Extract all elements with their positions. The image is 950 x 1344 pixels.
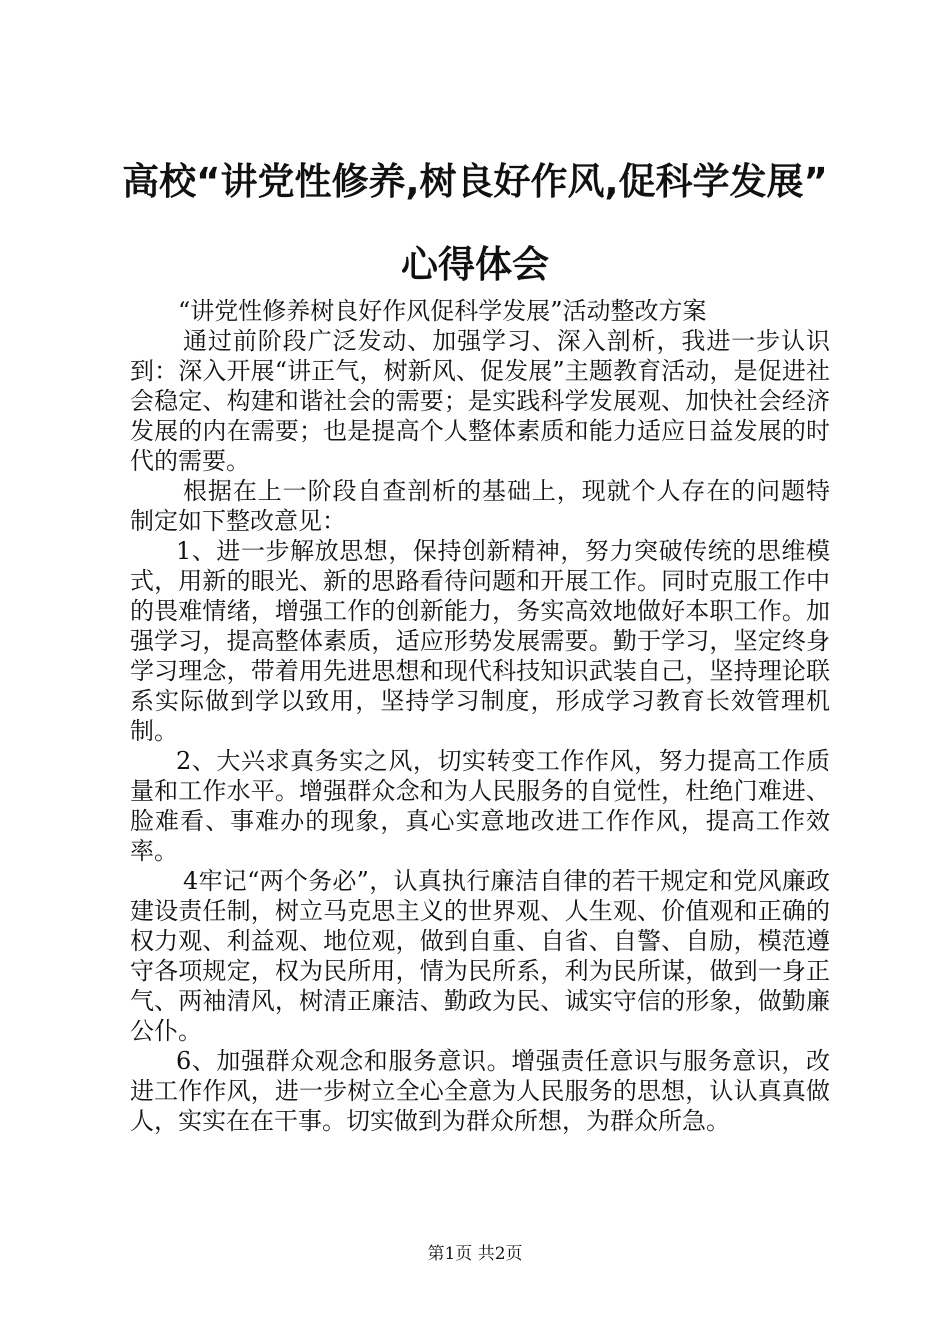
paragraph-item-4: 4牢记“两个务必”，认真执行廉洁自律的若干规定和党风廉政建设责任制，树立马克思主义的世界观、人生观、价值观和正确的权力观、利益观、地位观，做到自重、自省、自警、自励，模范遵守各项规定，权为民所用，情为民所系，利为民所谋，做到一身正气、两袖清风，树清正廉洁、勤政为民、诚实守信的形象，做勤廉公仆。 xyxy=(130,867,830,1045)
document-title-line2: 心得体会 xyxy=(401,243,549,286)
document-subtitle: “讲党性修养树良好作风促科学发展”活动整改方案 xyxy=(178,297,707,325)
document-title-line1: 高校“讲党性修养,树良好作风,促科学发展” xyxy=(122,160,828,203)
paragraph-item-2: 2、大兴求真务实之风，切实转变工作作风，努力提高工作质量和工作水平。增强群众念和为人民服务的自觉性，杜绝门难进、脸难看、事难办的现象，真心实意地改进工作作风，提高工作效率。 xyxy=(130,747,830,865)
document-body xyxy=(130,296,830,1136)
paragraph-basis: 根据在上一阶段自查剖析的基础上，现就个人存在的问题特制定如下整改意见： xyxy=(130,477,830,535)
paragraph-intro: 通过前阶段广泛发动、加强学习、深入剖析，我进一步认识到：深入开展“讲正气，树新风、促发展”主题教育活动，是促进社会稳定、构建和谐社会的需要；是实践科学发展观、加快社会经济发展的内在需要；也是提高个人整体素质和能力适应日益发展的时代的需要。 xyxy=(130,327,830,475)
page-footer: 第1页 共2页 xyxy=(427,1244,523,1264)
paragraph-item-1: 1、进一步解放思想，保持创新精神，努力突破传统的思维模式，用新的眼光、新的思路看待问题和开展工作。同时克服工作中的畏难情绪，增强工作的创新能力，务实高效地做好本职工作。加强学习，提高整体素质，适应形势发展需要。勤于学习，坚定终身学习理念，带着用先进思想和现代科技知识武装自己，坚持理论联系实际做到学以致用，坚持学习制度，形成学习教育长效管理机制。 xyxy=(130,537,830,745)
paragraph-item-6: 6、加强群众观念和服务意识。增强责任意识与服务意识，改进工作作风，进一步树立全心全意为人民服务的思想，认认真真做人，实实在在干事。切实做到为群众所想，为群众所急。 xyxy=(130,1047,830,1135)
